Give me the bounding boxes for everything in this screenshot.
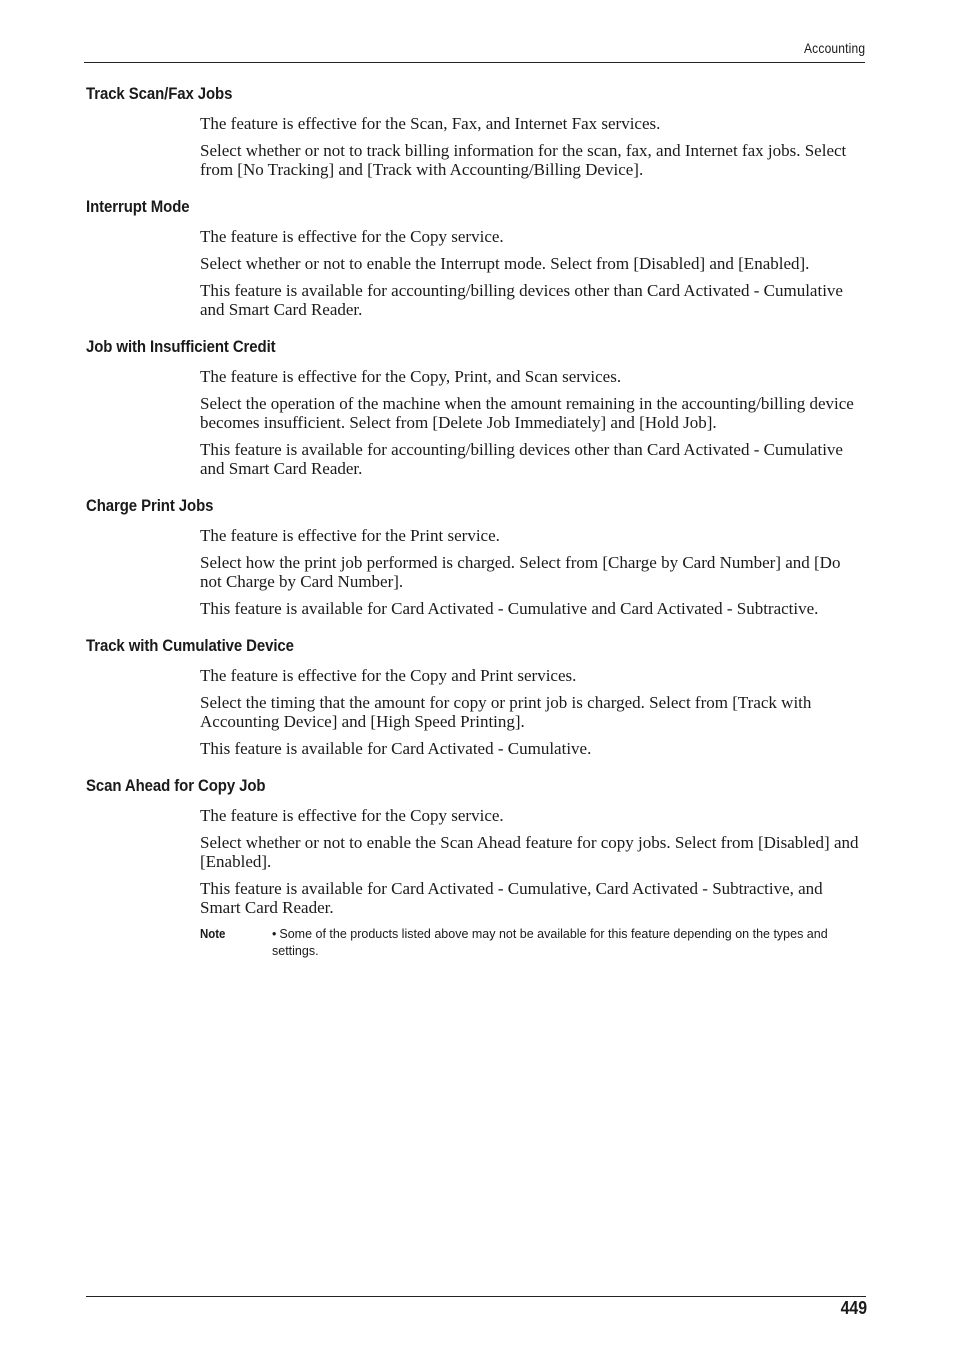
paragraph: The feature is effective for the Copy service. <box>200 806 504 825</box>
paragraph: Select whether or not to enable the Interrupt mode. Select from [Disabled] and [Enabled]. <box>200 254 810 273</box>
paragraph: The feature is effective for the Scan, Fax, and Internet Fax services. <box>200 114 661 133</box>
paragraph: Select the operation of the machine when the amount remaining in the accounting/billing device becomes insufficient. Select from [Delete Job Immediately] and [Hold Job]. <box>200 394 854 432</box>
section-track-scan-fax-jobs <box>86 84 866 179</box>
paragraph: The feature is effective for the Copy service. <box>200 227 504 246</box>
paragraph: The feature is effective for the Print service. <box>200 526 500 545</box>
note-label: Note <box>200 926 226 941</box>
paragraph: This feature is available for Card Activated - Cumulative and Card Activated - Subtractive. <box>200 599 819 618</box>
paragraph: This feature is available for Card Activated - Cumulative. <box>200 739 592 758</box>
section-track-with-cumulative-device <box>86 636 866 758</box>
section-scan-ahead-for-copy-job <box>86 776 866 960</box>
page-number: 449 <box>840 1298 867 1318</box>
footer-divider <box>86 1296 866 1297</box>
note-body: Some of the products listed above may not be available for this feature depending on the types and settings. <box>272 927 828 958</box>
section-heading: Job with Insufficient Credit <box>86 337 276 356</box>
paragraph: Select whether or not to enable the Scan Ahead feature for copy jobs. Select from [Disabled] and [Enabled]. <box>200 833 859 871</box>
page-content <box>86 84 866 960</box>
paragraph: Select how the print job performed is charged. Select from [Charge by Card Number] and [Do not Charge by Card Number]. <box>200 553 841 591</box>
section-interrupt-mode <box>86 197 866 319</box>
header-divider <box>84 62 865 63</box>
paragraph: The feature is effective for the Copy and Print services. <box>200 666 577 685</box>
section-heading: Track with Cumulative Device <box>86 636 294 655</box>
paragraph: This feature is available for accounting/billing devices other than Card Activated - Cumulative and Smart Card Reader. <box>200 440 843 478</box>
paragraph: Select the timing that the amount for copy or print job is charged. Select from [Track with Accounting Device] and [High Speed Printing]. <box>200 693 812 731</box>
section-job-with-insufficient-credit <box>86 337 866 478</box>
paragraph: This feature is available for Card Activated - Cumulative, Card Activated - Subtractive, and Smart Card Reader. <box>200 879 823 917</box>
note-text <box>272 926 862 960</box>
note-bullet: • <box>272 927 277 941</box>
paragraph: This feature is available for accounting/billing devices other than Card Activated - Cumulative and Smart Card Reader. <box>200 281 843 319</box>
note-block <box>200 926 866 960</box>
section-heading: Track Scan/Fax Jobs <box>86 84 233 103</box>
running-header: Accounting <box>803 40 865 56</box>
paragraph: Select whether or not to track billing information for the scan, fax, and Internet fax jobs. Select from [No Tracking] and [Track with Accounting/Billing Device]. <box>200 141 847 179</box>
section-heading: Interrupt Mode <box>86 197 190 216</box>
section-heading: Scan Ahead for Copy Job <box>86 776 266 795</box>
paragraph: The feature is effective for the Copy, Print, and Scan services. <box>200 367 622 386</box>
section-charge-print-jobs <box>86 496 866 618</box>
section-heading: Charge Print Jobs <box>86 496 214 515</box>
